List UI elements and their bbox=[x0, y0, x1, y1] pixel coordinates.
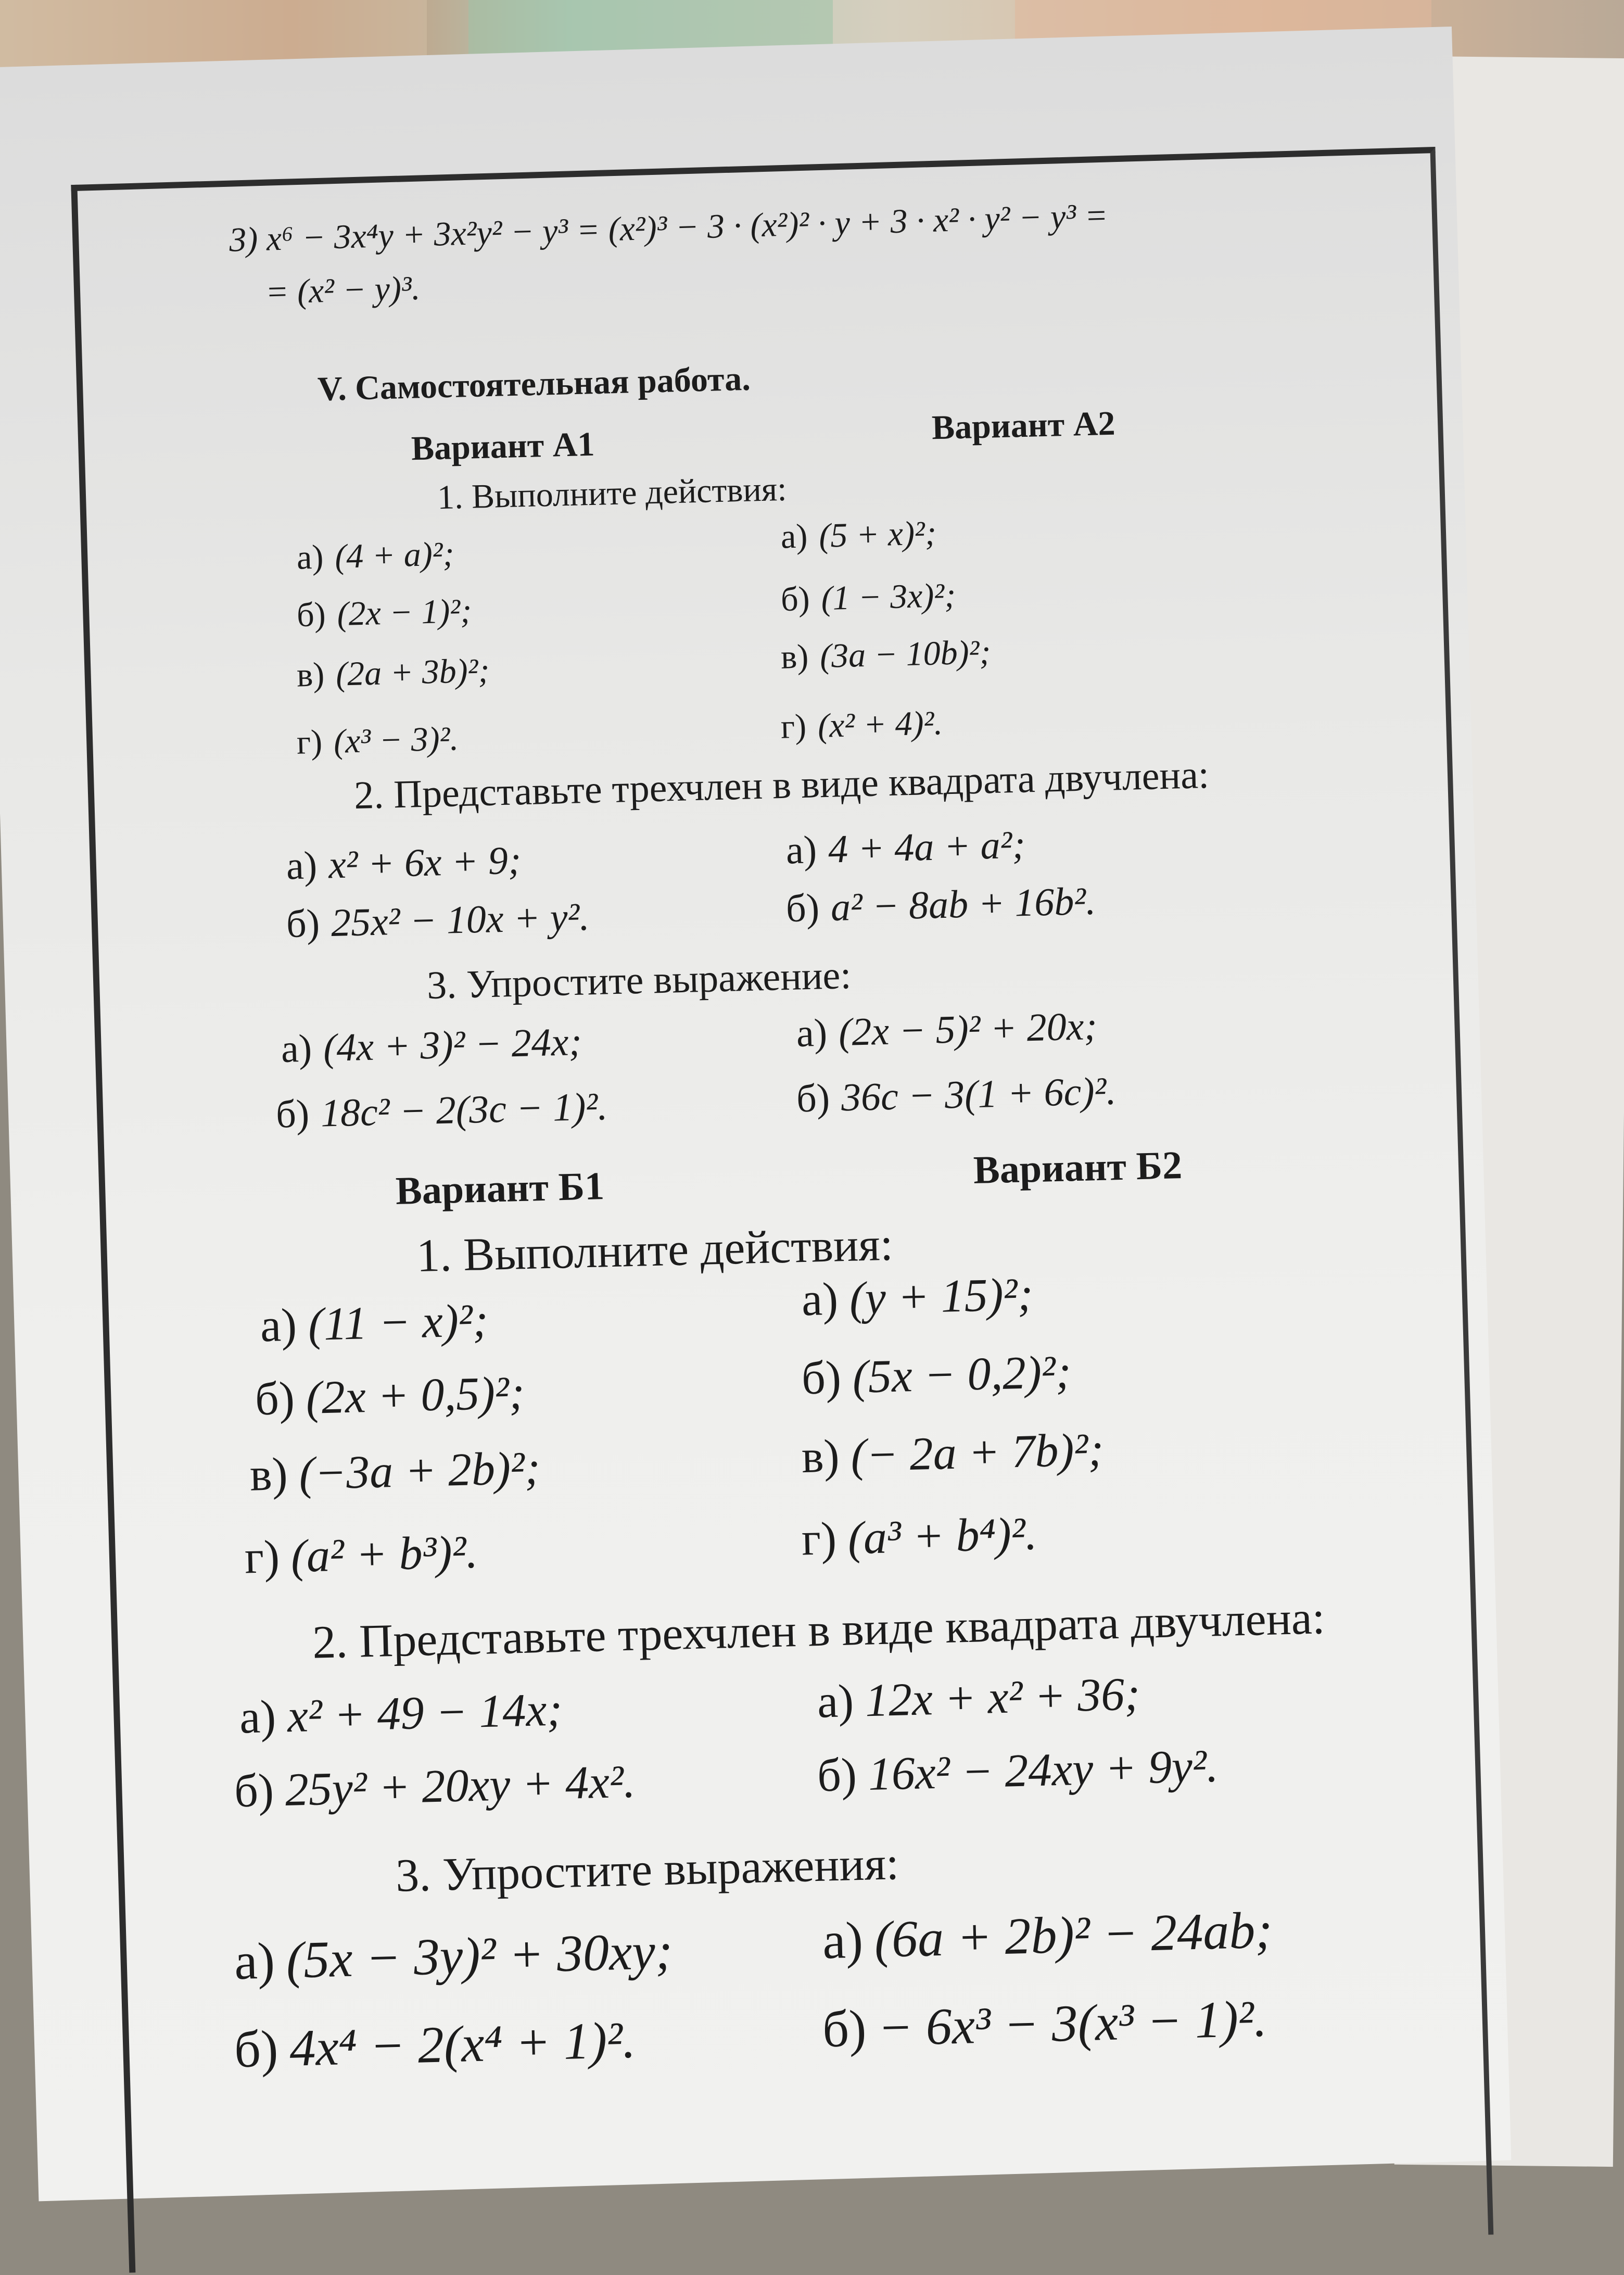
a2-task2-item: б) a² − 8ab + 16b². bbox=[785, 879, 1097, 931]
variant-b2-title: Вариант Б2 bbox=[973, 1143, 1183, 1192]
section-title: V. Самостоятельная работа. bbox=[317, 359, 751, 409]
variant-a2-title: Вариант А2 bbox=[931, 404, 1116, 447]
a1-task1-title: 1. Выполните действия: bbox=[437, 470, 788, 517]
a1-task1-item: г) (x³ − 3)². bbox=[296, 719, 459, 762]
a2-task1-item: б) (1 − 3x)²; bbox=[780, 576, 956, 619]
a1-task3-item: б) 18c² − 2(3c − 1)². bbox=[275, 1084, 608, 1136]
b1-task3-item: б) 4x⁴ − 2(x⁴ + 1)². bbox=[233, 2011, 637, 2079]
a1-task2-title: 2. Представьте трехчлен в виде квадрата двучлена: bbox=[353, 752, 1210, 818]
a1-task1-item: б) (2x − 1)²; bbox=[296, 591, 472, 635]
b2-task1-item: б) (5x − 0,2)²; bbox=[801, 1346, 1072, 1405]
a1-task1-item: а) (4 + a)²; bbox=[296, 535, 455, 577]
a2-task1-item: г) (x² + 4)². bbox=[780, 704, 943, 746]
b2-task1-item: г) (a³ + b⁴)². bbox=[801, 1508, 1038, 1565]
a2-task3-item: а) (2x − 5)² + 20x; bbox=[796, 1004, 1098, 1056]
example-line-1: 3) x⁶ − 3x⁴y + 3x²y² − y³ = (x²)³ − 3 · (x²)² · y + 3 · x² · y² − y³ = bbox=[229, 196, 1109, 259]
a1-task3-title: 3. Упростите выражение: bbox=[426, 953, 852, 1007]
b1-task1-item: б) (2x + 0,5)²; bbox=[254, 1367, 525, 1425]
a2-task3-item: б) 36c − 3(1 + 6c)². bbox=[796, 1069, 1117, 1121]
variant-b1-title: Вариант Б1 bbox=[395, 1164, 605, 1213]
b1-task2-title: 2. Представьте трехчлен в виде квадрата двучлена: bbox=[312, 1592, 1326, 1669]
b1-task1-item: а) (11 − x)²; bbox=[259, 1294, 489, 1352]
a1-task2-item: б) 25x² − 10x + y². bbox=[286, 894, 590, 946]
a1-task2-item: а) x² + 6x + 9; bbox=[286, 838, 522, 888]
b2-task2-item: б) 16x² − 24xy + 9y². bbox=[816, 1740, 1219, 1802]
b2-task1-item: в) (− 2a + 7b)²; bbox=[801, 1423, 1105, 1483]
b2-task3-item: б) − 6x³ − 3(x³ − 1)². bbox=[821, 1989, 1268, 2058]
b1-task1-item: г) (a² + b³)². bbox=[244, 1526, 479, 1584]
b1-task1-item: в) (−3a + 2b)²; bbox=[249, 1442, 541, 1501]
variant-a1-title: Вариант А1 bbox=[411, 425, 595, 468]
b2-task3-item: а) (6a + 2b)² − 24ab; bbox=[821, 1901, 1273, 1970]
b1-task2-item: б) 25y² + 20xy + 4x². bbox=[233, 1755, 636, 1817]
a2-task1-item: а) (5 + x)²; bbox=[780, 514, 937, 556]
a2-task2-item: а) 4 + 4a + a²; bbox=[785, 823, 1026, 873]
b1-task2-item: а) x² + 49 − 14x; bbox=[238, 1684, 563, 1743]
a2-task1-item: в) (3a − 10b)²; bbox=[780, 633, 992, 676]
example-line-2: = (x² − y)³. bbox=[265, 269, 421, 312]
a1-task3-item: а) (4x + 3)² − 24x; bbox=[281, 1019, 582, 1071]
b1-task1-title: 1. Выполните действия: bbox=[415, 1218, 894, 1282]
b2-task1-item: а) (y + 15)²; bbox=[801, 1268, 1034, 1326]
b2-task2-item: а) 12x + x² + 36; bbox=[816, 1668, 1141, 1728]
a1-task1-item: в) (2a + 3b)²; bbox=[296, 651, 490, 694]
b1-task3-title: 3. Упростите выражения: bbox=[395, 1838, 900, 1902]
b1-task3-item: а) (5x − 3y)² + 30xy; bbox=[233, 1922, 674, 1991]
